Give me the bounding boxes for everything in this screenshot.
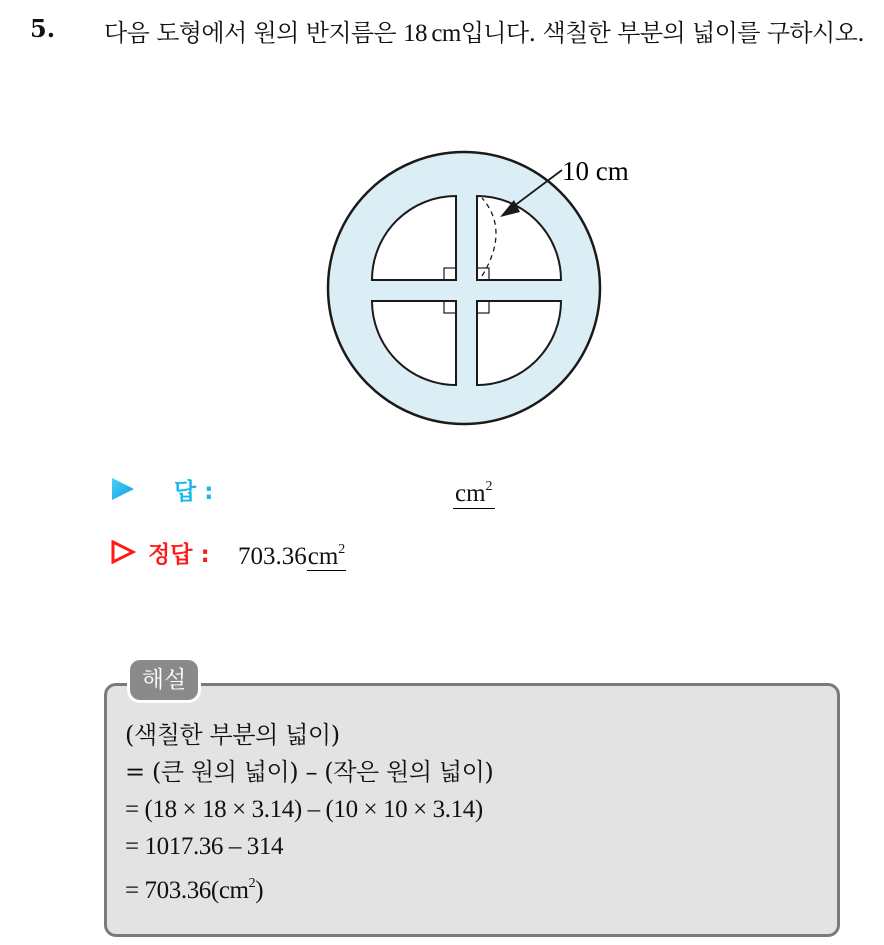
outer-circle xyxy=(328,152,600,424)
answer-unit-exp: 2 xyxy=(485,479,493,494)
explanation-content xyxy=(125,717,493,909)
answer-row xyxy=(110,470,710,510)
explanation-line-1: (색칠한 부분의 넓이) xyxy=(125,721,340,749)
explanation-line-5 xyxy=(125,865,493,909)
explanation-line-5-suffix: ) xyxy=(255,877,264,904)
explanation-line-5-prefix: = 703.36( xyxy=(125,877,219,904)
radius-label: 10 cm xyxy=(562,156,629,186)
answer-unit xyxy=(453,473,495,509)
correct-answer-unit-text: cm xyxy=(307,543,339,570)
correct-answer-value xyxy=(238,536,346,571)
question-number: 5. xyxy=(30,14,56,43)
answer-unit-text: cm xyxy=(455,480,486,507)
correct-answer-unit-exp: 2 xyxy=(338,542,346,557)
geometry-figure xyxy=(300,150,660,440)
question-text xyxy=(104,14,874,53)
radius-unit: cm xyxy=(431,20,461,47)
question-text-part1: 다음 도형에서 원의 반지름은 xyxy=(104,19,404,47)
question-text-part2: 입니다. 색칠한 부분의 넓이를 구하시오. xyxy=(460,19,865,47)
correct-answer-row xyxy=(110,533,710,573)
radius-value: 18 xyxy=(403,20,427,47)
explanation-line-4: = 1017.36 – 314 xyxy=(125,833,284,860)
circle-diagram xyxy=(300,150,660,440)
explanation-line-3: = (18 × 18 × 3.14) – (10 × 10 × 3.14) xyxy=(125,796,483,823)
correct-answer-number: 703.36 xyxy=(238,543,307,570)
explanation-line-2: = (큰 원의 넓이) – (작은 원의 넓이) xyxy=(125,758,494,786)
explanation-line-5-unit: cm xyxy=(218,877,249,904)
correct-answer-label: 정답 : xyxy=(148,542,210,568)
explanation-line-5-exp: 2 xyxy=(248,876,256,891)
explanation-tag: 해설 xyxy=(130,660,198,700)
play-triangle-icon xyxy=(110,476,136,502)
outline-triangle-icon xyxy=(110,539,136,565)
correct-answer-unit xyxy=(307,543,347,571)
answer-label: 답 : xyxy=(174,479,214,505)
